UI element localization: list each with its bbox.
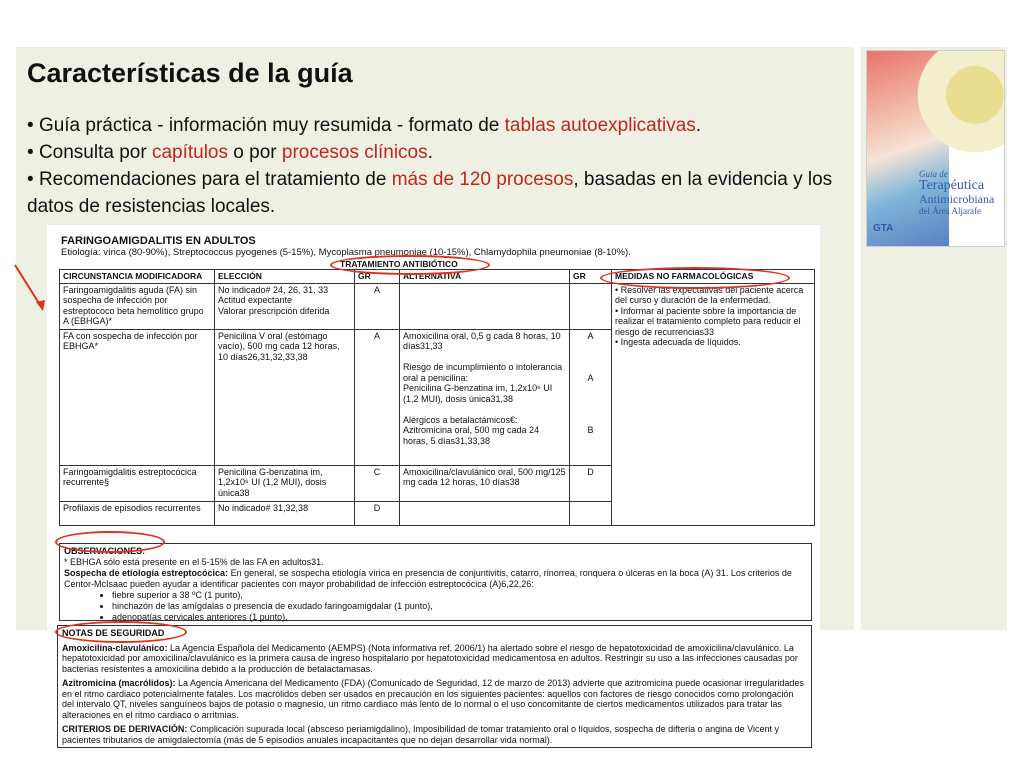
table-row: Faringoamigdalitis estreptocócica recurrente§ Penicilina G-benzatina im, 1,2x10⁶ UI (1,2 MUI), dosis única38 C Amoxicilina/clavulánico oral, 500 mg/125 mg cada 12 horas, 10 días38 D bbox=[60, 465, 815, 501]
highlight-oval-medidas bbox=[600, 267, 790, 289]
table-row: Faringoamigdalitis aguda (FA) sin sospecha de infección por estreptococo beta hemolítico grupo A (EBHGA)* No indicado# 24, 26, 31, 33 Actitud expectante Valorar prescripción diferida A • Resolver las expectativas del paciente acerca del curso y duración de la enfermedad. • Informar al paciente sobre la importancia de realizar el tratamiento completo para reducir el riesgo de recurrencias33 • Ingesta adecuada de líquidos. bbox=[60, 283, 815, 329]
column-header: ELECCIÓN bbox=[215, 270, 355, 284]
observaciones-box: OBSERVACIONES: * EBHGA sólo está presente en el 5-15% de las FA en adultos31. Sospecha de etiología estreptocócica: En general, se sospecha etiología vírica en presencia de conjuntivitis, catarro, rinorrea, ronquera o úlceras en la boca (A) 31. Los criterios de Centor-McIsaac pueden ayudar a identificar pacientes con mayor probabilidad de infección estreptocócica (A)6,22,26: • fiebre superior a 38 ºC (1 punto), • hinchazón de las amígdalas o presencia de exudado faringoamigdalar (1 punto), • adenopatías cervicales anteriores (1 punto), bbox=[59, 543, 812, 621]
treatment-table bbox=[59, 269, 815, 526]
column-header: ALTERNATIVA bbox=[400, 270, 570, 284]
document-title: FARINGOAMIGDALITIS EN ADULTOS bbox=[61, 235, 256, 247]
table-row: Profilaxis de episodios recurrentes No indicado# 31,32,38 D bbox=[60, 501, 815, 525]
medidas-cell: • Resolver las expectativas del paciente acerca del curso y duración de la enfermedad. • Informar al paciente sobre la importancia de realizar el tratamiento completo para reducir el riesgo de recurrencias33 • Ingesta adecuada de líquidos. bbox=[612, 283, 815, 525]
cover-artwork-detail bbox=[907, 51, 1004, 161]
book-cover-image bbox=[866, 50, 1005, 247]
bullet-item: • Recomendaciones para el tratamiento de más de 120 procesos, basadas en la evidencia y los datos de resistencias locales. bbox=[27, 169, 833, 217]
bullet-item: • Consulta por capítulos o por procesos clínicos. bbox=[27, 142, 433, 163]
cover-logo: GTA bbox=[873, 223, 894, 234]
bullet-list bbox=[27, 112, 857, 220]
cover-title: Guía de Terapéutica Antimicrobiana del Área Aljarafe bbox=[919, 169, 995, 216]
treatment-header: TRATAMIENTO ANTIBIÓTICO bbox=[340, 259, 458, 269]
red-arrow-icon bbox=[12, 262, 48, 314]
guideline-table-image bbox=[47, 225, 820, 632]
slide-title: Características de la guía bbox=[27, 58, 353, 88]
column-header: GR bbox=[355, 270, 400, 284]
highlight-oval-tratamiento bbox=[330, 255, 490, 275]
column-header: MEDIDAS NO FARMACOLÓGICAS bbox=[612, 270, 815, 284]
column-header: CIRCUNSTANCIA MODIFICADORA bbox=[60, 270, 215, 284]
document-etiology: Etiología: vírica (80-90%), Streptococcus pyogenes (5-15%), Mycoplasma pneumoniae (10-15%), Chlamydophila pneumoniae (8-10%). bbox=[61, 247, 631, 258]
table-row: FA con sospecha de infección por EBHGA* Penicilina V oral (estómago vacío), 500 mg cada 12 horas, 10 días26,31,32,33,38 A Amoxicilina oral, 0,5 g cada 8 horas, 10 días31,33 Riesgo de incumplimiento o intolerancia oral a penicilina: Penicilina G-benzatina im, 1,2x10⁶ UI (1,2 MUI), dosis única31,38 Alérgicos a betalactámicos€: Azitromicina oral, 500 mg cada 24 horas, 5 días31,33,38 A A B bbox=[60, 329, 815, 465]
highlight-oval-observaciones bbox=[55, 531, 165, 553]
safety-notes-image: NOTAS DE SEGURIDAD Amoxicilina-clavulánico: La Agencia Española del Medicamento (AEMPS) (Nota informativa ref. 2006/1) ha alertado sobre el riesgo de hepatotoxicidad de amoxicilina/clavulánico. La hepatotoxicidad por amoxicilina/clavulánico es la primera causa de ingreso hospitalario por hepatotoxicidad medicamentosa en adultos. Restringir su uso a las infecciones causadas por bacterias resistentes a amoxicilina debido a la producción de betalactamasas. Azitromicina (macrólidos): La Agencia Americana del Medicamento (FDA) (Comunicado de Seguridad, 12 de marzo de 2013) advierte que azitromicina puede ocasionar irregularidades en el ritmo cardiaco potencialmente fatales. Los macrólidos deben ser usados en precaución en los siguientes pacientes: aquellos con factores de riesgo conocidos como prolongación del intervalo QT, niveles sanguíneos bajos de potasio o magnesio, un ritmo cardiaco más lento de lo normal o el uso concomitante de ciertos medicamentos utilizados para tratar las alteraciones en el ritmo cardiaco o arritmias. CRITERIOS DE DERIVACIÓN: Complicación supurada local (absceso periamigdalino), Imposibilidad de tomar tratamiento oral o líquidos, sospecha de difteria o angina de Vicent y pacientes tributarios de amigdalectomía (más de 5 episodios anuales incapacitantes que no dejan desarrollar vida normal). bbox=[55, 625, 814, 750]
column-header: GR bbox=[570, 270, 612, 284]
bullet-item: • Guía práctica - información muy resumida - formato de tablas autoexplicativas. bbox=[27, 115, 702, 136]
highlight-oval-notas bbox=[55, 621, 187, 643]
